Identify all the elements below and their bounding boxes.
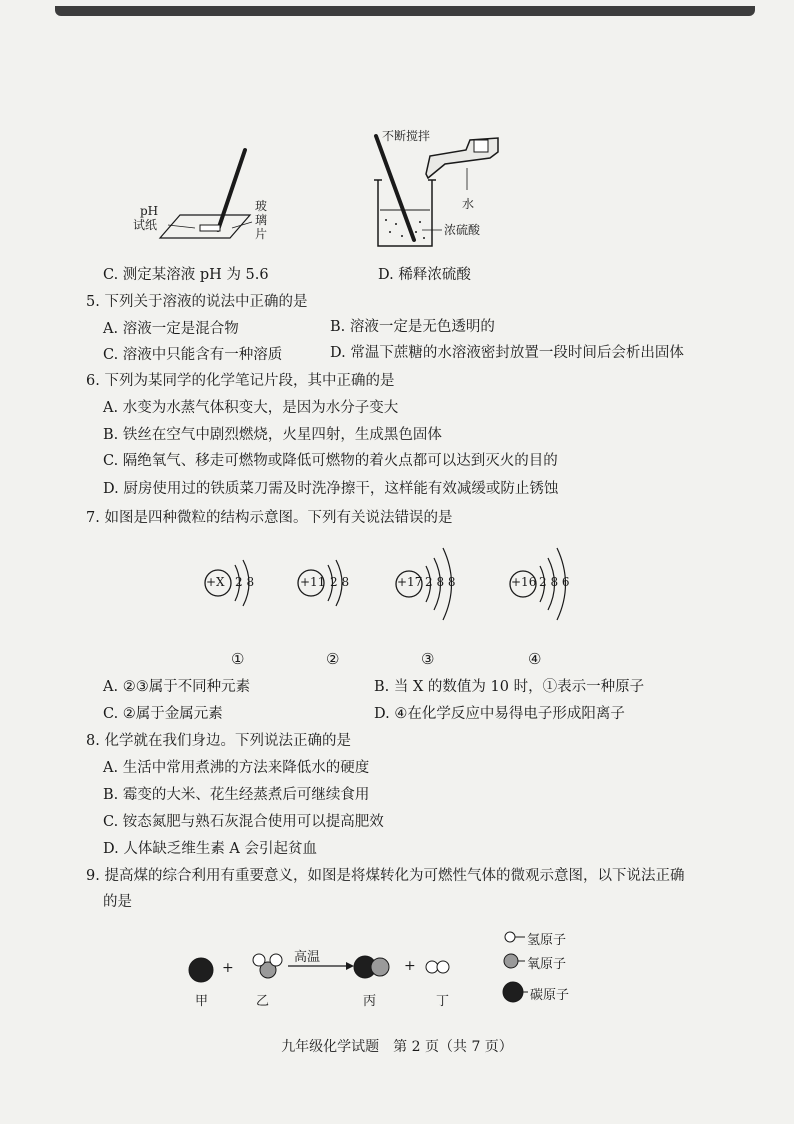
legend-hydrogen: 氢原子 [527,933,567,948]
product-ding-label: 丁 [436,994,450,1009]
q4-option-d[interactable]: D. 稀释浓硫酸 [378,267,471,283]
q8-option-b[interactable]: B. 霉变的大米、花生经蒸煮后可继续食用 [103,787,370,803]
particle-2-number: ② [326,650,340,668]
q5-option-c[interactable]: C. 溶液中只能含有一种溶质 [103,347,283,363]
legend-oxygen: 氧原子 [527,957,567,972]
q7-option-b[interactable]: B. 当 X 的数值为 10 时，①表示一种原子 [374,679,645,695]
q7-option-d[interactable]: D. ④在化学反应中易得电子形成阳离子 [374,706,625,722]
q5-option-d[interactable]: D. 常温下蔗糖的水溶液密封放置一段时间后会析出固体 [330,345,684,361]
plus-sign-1: + [222,960,234,976]
q4-option-c[interactable]: C. 测定某溶液 pH 为 5.6 [103,267,269,283]
paper-label: 试纸 [133,218,158,232]
q6-stem: 6. 下列为某同学的化学笔记片段，其中正确的是 [86,373,395,389]
q8-option-a[interactable]: A. 生活中常用煮沸的方法来降低水的硬度 [103,760,370,776]
particle-4-number: ④ [528,650,542,668]
glass-label-3: 片 [255,227,268,241]
q7-stem: 7. 如图是四种微粒的结构示意图。下列有关说法错误的是 [86,510,453,526]
particle-4-electrons: 2 8 6 [539,575,570,589]
q7-option-c[interactable]: C. ②属于金属元素 [103,706,223,722]
particle-3-number: ③ [421,650,435,668]
q8-option-c[interactable]: C. 铵态氮肥与熟石灰混合使用可以提高肥效 [103,814,384,830]
q6-option-b[interactable]: B. 铁丝在空气中剧烈燃烧，火星四射，生成黑色固体 [103,427,442,443]
legend-carbon: 碳原子 [530,988,570,1003]
particle-3-electrons: 2 8 8 [425,575,456,589]
stir-label: 不断搅拌 [382,129,431,143]
q9-stem-line1: 9. 提高煤的综合利用有重要意义，如图是将煤转化为可燃性气体的微观示意图，以下说法正确 [86,868,685,884]
q8-option-d[interactable]: D. 人体缺乏维生素 A 会引起贫血 [103,841,318,857]
q6-option-d[interactable]: D. 厨房使用过的铁质菜刀需及时洗净擦干，这样能有效减缓或防止锈蚀 [103,481,559,497]
acid-label: 浓硫酸 [444,223,481,237]
q9-stem-line2: 的是 [103,894,132,910]
scan-shadow-edge [55,6,755,16]
page-footer: 九年级化学试题 第 2 页（共 7 页） [281,1039,513,1055]
particle-2-nucleus: +11 [300,575,326,589]
plus-sign-2: + [404,958,416,974]
q8-stem: 8. 化学就在我们身边。下列说法正确的是 [86,733,351,749]
product-bing-label: 丙 [363,994,377,1009]
q6-option-c[interactable]: C. 隔绝氧气、移走可燃物或降低可燃物的着火点都可以达到灭火的目的 [103,453,558,469]
q6-option-a[interactable]: A. 水变为水蒸气体积变大，是因为水分子变大 [103,400,399,416]
particle-1-electrons: 2 8 [235,575,255,589]
q5-stem: 5. 下列关于溶液的说法中正确的是 [86,294,308,310]
glass-label-1: 玻 [255,199,268,213]
particle-4-nucleus: +16 [511,575,537,589]
reaction-condition: 高温 [294,950,321,965]
q7-option-a[interactable]: A. ②③属于不同种元素 [103,679,251,695]
q5-option-a[interactable]: A. 溶液一定是混合物 [103,321,239,337]
q5-option-b[interactable]: B. 溶液一定是无色透明的 [330,319,495,335]
glass-label-2: 璃 [255,213,268,227]
particle-3-nucleus: +17 [397,575,423,589]
particle-1-number: ① [231,650,245,668]
reactant-yi-label: 乙 [256,994,270,1009]
particle-1-nucleus: +X [206,575,225,589]
dilution-figure [370,128,510,258]
ph-label: pH [140,204,159,218]
reactant-jia-label: 甲 [195,994,209,1009]
particle-2-electrons: 2 8 [330,575,350,589]
water-label: 水 [462,197,475,211]
